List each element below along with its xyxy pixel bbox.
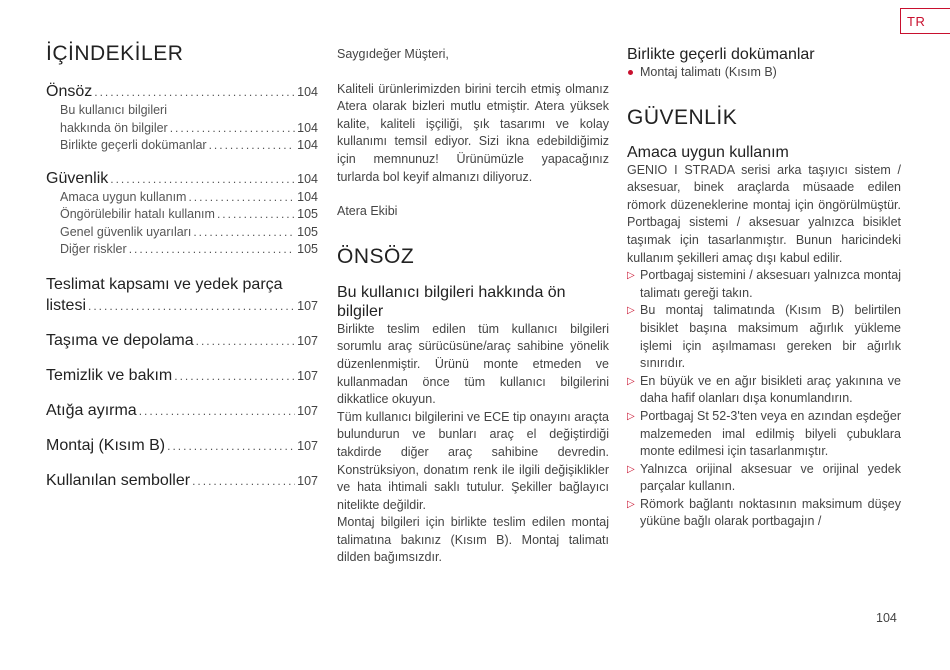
toc-subentry[interactable] xyxy=(46,241,318,259)
toc-page-number: 104 xyxy=(297,85,318,99)
toc-page-number: 104 xyxy=(297,171,318,186)
language-tag: TR xyxy=(900,8,950,34)
toc-entry-label: Öngörülebilir hatalı kullanım xyxy=(60,207,215,221)
toc-entry-label: Montaj (Kısım B) xyxy=(46,436,166,454)
toc-leader xyxy=(167,436,295,456)
montaj-paragraph: Montaj bilgileri için birlikte teslim edilen montaj talimatına bakınız (Kısım B). Montaj talimatı dilden bağımsızdır. xyxy=(337,515,609,565)
toc-page-number: 104 xyxy=(297,120,318,135)
column-safety xyxy=(627,40,901,531)
list-item: Montaj talimatı (Kısım B) xyxy=(627,64,901,82)
toc-entry-temizlik[interactable] xyxy=(46,366,318,386)
toc-entry-label: Temizlik ve bakım xyxy=(46,366,173,384)
toc-entry-semboller[interactable] xyxy=(46,471,318,491)
toc-page-number: 107 xyxy=(297,438,318,453)
toc-page-number: 107 xyxy=(297,333,318,348)
toc-entry-label: Birlikte geçerli dokümanlar xyxy=(60,138,207,152)
toc-page-number: 104 xyxy=(297,189,318,204)
toc-entry-teslimat[interactable] xyxy=(46,296,318,316)
user-info-heading: Bu kullanıcı bilgileri hakkında ön bilgiler xyxy=(337,283,566,320)
toc-entry-label: Önsöz xyxy=(46,83,93,100)
toc-leader xyxy=(209,137,296,155)
toc-leader xyxy=(188,189,295,207)
toc-entry-teslimat-line1[interactable]: Teslimat kapsamı ve yedek parça xyxy=(46,275,283,293)
toc-page-number: 107 xyxy=(297,298,318,313)
signature: Atera Ekibi xyxy=(337,204,398,219)
guvenlik-heading: GÜVENLİK xyxy=(627,105,738,129)
list-item: ▷ Portbagaj St 52-3'ten veya en azından eşdeğer malzemeden imal edilmiş bilyeli çubuklara monte edilmesi için tasarlanmıştır. xyxy=(627,408,901,461)
toc-page-number: 107 xyxy=(297,403,318,418)
toc-page-number: 105 xyxy=(297,207,318,221)
toc-subentry-kullanici-bilgileri[interactable] xyxy=(46,120,318,138)
column-preface xyxy=(337,40,609,567)
toc-subentry-dokumanlar[interactable] xyxy=(46,137,318,155)
toc-page-number: 107 xyxy=(297,473,318,488)
docs-heading: Birlikte geçerli dokümanlar xyxy=(627,46,815,63)
toc-leader xyxy=(110,169,295,189)
toc-leader xyxy=(170,120,295,138)
toc-leader xyxy=(193,224,295,242)
toc-entry-tasima[interactable] xyxy=(46,331,318,351)
list-item: ▷ Portbagaj sistemini / aksesuarı yalnızca montaj talimatı gereği takın. xyxy=(627,267,901,302)
toc-leader xyxy=(192,471,295,491)
toc-leader xyxy=(196,331,296,351)
list-item: ▷ Römork bağlantı noktasının maksimum düşey yüküne bağlı olarak portbagajın / xyxy=(627,496,901,531)
toc-entry-label: Taşıma ve depolama xyxy=(46,331,194,349)
toc-entry-montaj[interactable] xyxy=(46,436,318,456)
ece-paragraph: Tüm kullanıcı bilgilerini ve ECE tip onayını araçta bulundurun ve bunları araç el değiştirdiği takdirde diğer araç sahibine devredin. Konstrüksiyon, donatım renk ile ilgili değişiklikler ve hata ihtimali saklı tutulur. Şekiller bağlayıcı nitelikte değildir. xyxy=(337,409,609,512)
table-of-contents xyxy=(46,40,318,491)
list-item: ▷ En büyük ve en ağır bisikleti araç yakınına ve daha hafif olanları dışa konumlandırın. xyxy=(627,373,901,408)
toc-entry-label: Kullanılan semboller xyxy=(46,471,191,489)
toc-leader xyxy=(94,82,295,102)
greeting: Saygıdeğer Müşteri, xyxy=(337,47,449,61)
amaca-paragraph: GENIO I STRADA serisi arka taşıyıcı sistem / aksesuar, binek araçlarda müsaade edilen römork düzeneklerine montaj için öngörülmüştür. Portbagaj sistemi / aksesuar yalnızca bisiklet taşımak için tasarlanmıştır. Bunun haricindeki kullanım şekilleri amaç dışı kabul edilir. xyxy=(627,162,901,265)
toc-entry-label: Güvenlik xyxy=(46,169,109,187)
toc-entry-label: listesi xyxy=(46,296,87,314)
toc-page-number: 104 xyxy=(297,138,318,152)
user-info-paragraph: Birlikte teslim edilen tüm kullanıcı bilgileri sorumlu araç sürücüsüne/araç sahibine yönelik düzenlenmiştir. Ürünü monte etmeden ve kullanmadan önce tüm kullanıcı bilgilerini dikkatlice okuyun. xyxy=(337,321,609,407)
list-item: ▷ Bu montaj talimatında (Kısım B) belirtilen bisiklet başına maksimum ağırlık yükleme işlemi için aşılmaması gereken bir ağırlık sınırıdır. xyxy=(627,302,901,372)
toc-leader xyxy=(174,366,295,386)
toc-leader xyxy=(129,241,295,259)
toc-entry-label: hakkında ön bilgiler xyxy=(60,120,168,135)
list-item: ▷ Yalnızca orijinal aksesuar ve orijinal yedek parçalar kullanın. xyxy=(627,461,901,496)
toc-entry-label: Genel güvenlik uyarıları xyxy=(60,224,192,239)
toc-subentry-line[interactable]: Bu kullanıcı bilgileri xyxy=(60,103,167,117)
toc-leader xyxy=(88,296,295,316)
toc-leader xyxy=(139,401,295,421)
docs-list xyxy=(627,64,901,82)
toc-entry-atiga-ayirma[interactable] xyxy=(46,401,318,421)
page-number: 104 xyxy=(876,611,897,625)
amaca-heading: Amaca uygun kullanım xyxy=(627,143,789,161)
toc-page-number: 107 xyxy=(297,368,318,383)
toc-entry-guvenlik[interactable] xyxy=(46,169,318,189)
toc-entry-label: Diğer riskler xyxy=(60,242,127,256)
toc-title: İÇİNDEKİLER xyxy=(46,42,184,65)
toc-entry-onsoz[interactable] xyxy=(46,82,318,102)
toc-entry-label: Amaca uygun kullanım xyxy=(60,189,187,204)
toc-page-number: 105 xyxy=(297,224,318,239)
safety-list xyxy=(627,267,901,531)
toc-subentry[interactable] xyxy=(46,189,318,207)
onsoz-heading: ÖNSÖZ xyxy=(337,244,415,268)
toc-entry-label: Atığa ayırma xyxy=(46,401,137,419)
toc-subentry[interactable] xyxy=(46,224,318,242)
toc-leader xyxy=(217,206,295,224)
intro-paragraph: Kaliteli ürünlerimizden birini tercih etmiş olmanız Atera olarak bizleri mutlu etmiştir. Atera yüksek kalite, kaliteli işçiliği, şık tasarımı ve kolay kullanımı temsil ediyor. Sizi ikna edebildiğimiz için memnunuz! Ürünümüzle yapacağınız turlarda bol keyif almanızı diliyoruz. xyxy=(337,81,609,184)
toc-page-number: 105 xyxy=(297,242,318,256)
toc-subentry[interactable] xyxy=(46,206,318,224)
